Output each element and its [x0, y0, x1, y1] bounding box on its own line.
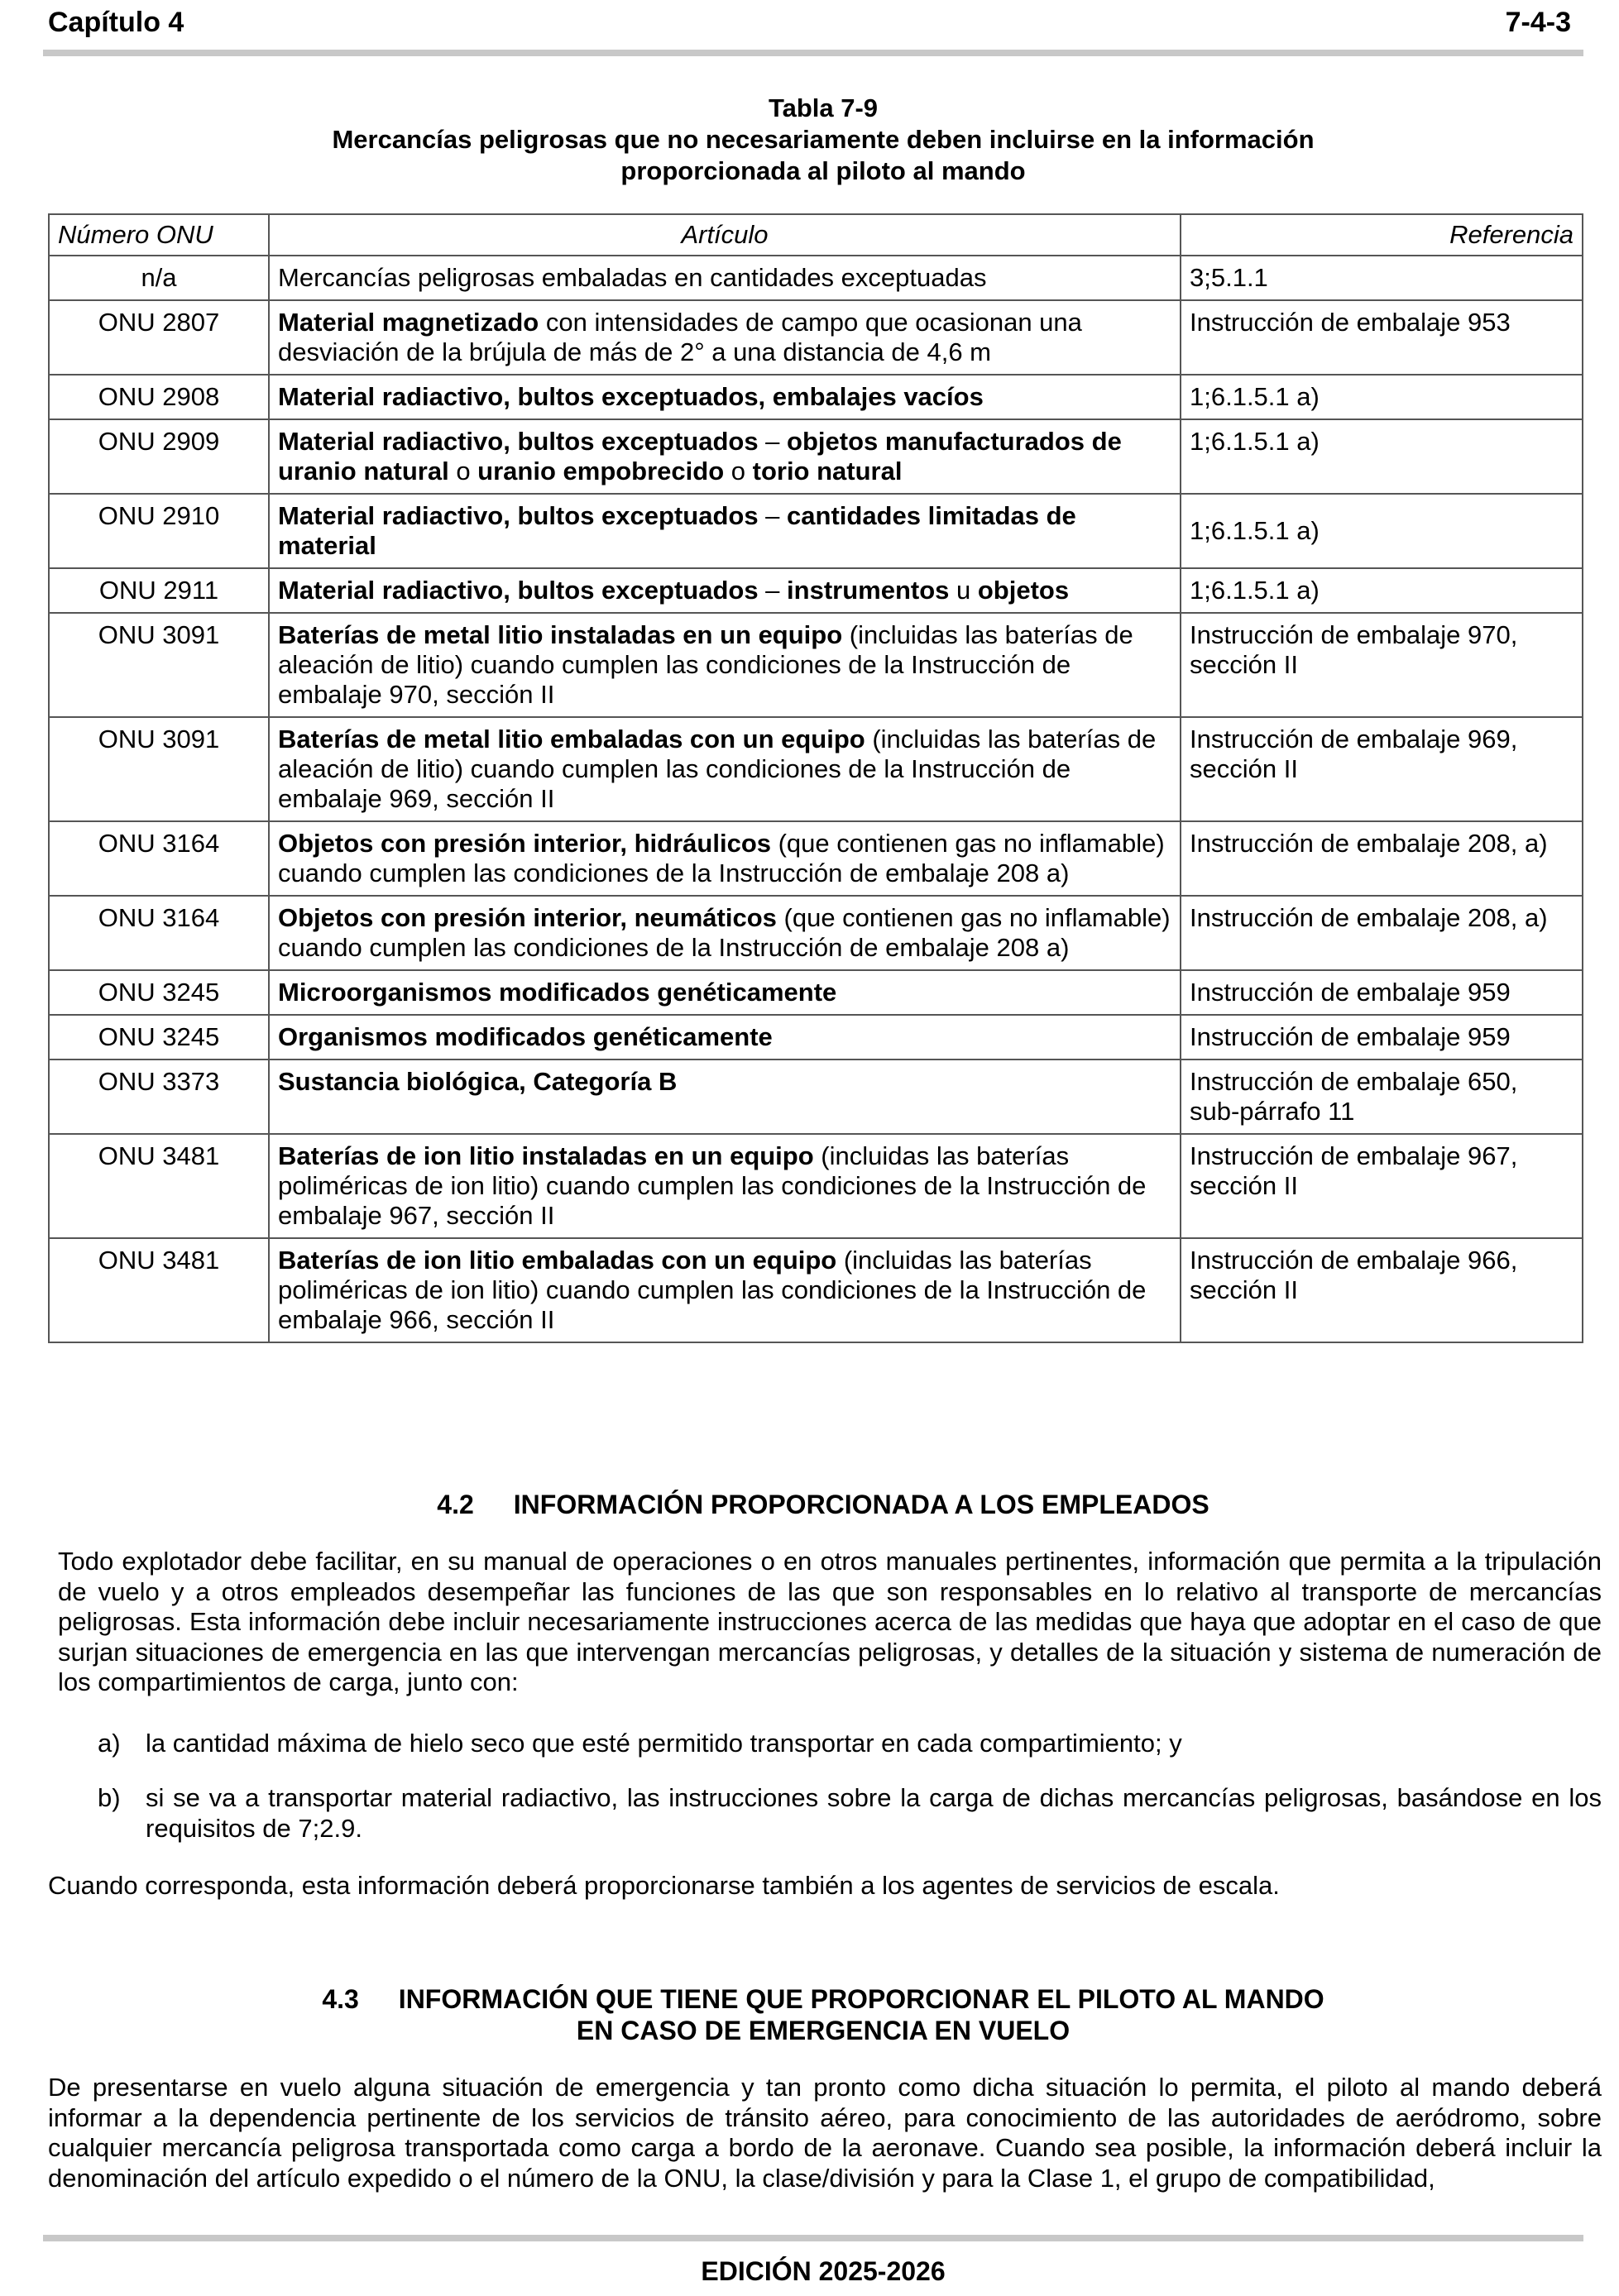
table-row: [49, 896, 1583, 970]
article-cell: Baterías de ion litio embaladas con un equipo (incluidas las baterías poliméricas de ion litio) cuando cumplen las condiciones de la Instrucción de embalaje 966, sección II: [269, 1238, 1181, 1342]
reference-cell: Instrucción de embalaje 959: [1181, 1015, 1583, 1060]
section-4-2-heading: [0, 1489, 1619, 1520]
table-row: [49, 1060, 1583, 1134]
section-title: INFORMACIÓN QUE TIENE QUE PROPORCIONAR EL PILOTO AL MANDO: [398, 1984, 1324, 2014]
un-number-cell: ONU 3164: [49, 896, 269, 970]
article-cell: Baterías de ion litio instaladas en un equipo (incluidas las baterías poliméricas de ion litio) cuando cumplen las condiciones de la Instrucción de embalaje 967, sección II: [269, 1134, 1181, 1238]
article-cell: Microorganismos modificados genéticamente: [269, 970, 1181, 1015]
section-4-2-paragraph: Todo explotador debe facilitar, en su manual de operaciones o en otros manuales pertinentes, información que permita a la tripulación de vuelo y a otros empleados desempeñar las funciones de las que son responsables en lo relativo al transporte de mercancías peligrosas. Esta información debe incluir necesariamente instrucciones acerca de las medidas que haya que adoptar en el caso de que surjan situaciones de emergencia en las que intervengan mercancías peligrosas, y detalles de la situación y sistema de numeración de los compartimientos de carga, junto con:: [58, 1547, 1602, 1696]
table-caption: [0, 93, 1619, 187]
un-number-cell: ONU 3164: [49, 821, 269, 896]
reference-cell: 1;6.1.5.1 a): [1181, 419, 1583, 494]
reference-cell: Instrucción de embalaje 966, sección II: [1181, 1238, 1583, 1342]
header-rule: [43, 50, 1583, 56]
table-header-row: [49, 214, 1583, 256]
reference-cell: 1;6.1.5.1 a): [1181, 375, 1583, 419]
un-number-cell: ONU 2909: [49, 419, 269, 494]
article-cell: Baterías de metal litio embaladas con un equipo (incluidas las baterías de aleación de litio) cuando cumplen las condiciones de la Instrucción de embalaje 969, sección II: [269, 717, 1181, 821]
section-number: 4.3: [322, 1984, 359, 2014]
article-cell: Material magnetizado con intensidades de campo que ocasionan una desviación de la brújula de más de 2° a una distancia de 4,6 m: [269, 300, 1181, 375]
reference-cell: 1;6.1.5.1 a): [1181, 568, 1583, 613]
un-number-cell: ONU 3481: [49, 1134, 269, 1238]
un-number-cell: ONU 3245: [49, 1015, 269, 1060]
article-cell: Organismos modificados genéticamente: [269, 1015, 1181, 1060]
table-row: [49, 494, 1583, 568]
table-row: [49, 375, 1583, 419]
reference-cell: Instrucción de embalaje 959: [1181, 970, 1583, 1015]
reference-cell: Instrucción de embalaje 208, a): [1181, 896, 1583, 970]
table-row: [49, 1015, 1583, 1060]
section-4-3-title-line-2: EN CASO DE EMERGENCIA EN VUELO: [576, 2016, 1071, 2045]
dangerous-goods-table: [48, 213, 1583, 1343]
table-title-line-1: Mercancías peligrosas que no necesariamente deben incluirse en la información: [332, 125, 1315, 154]
article-cell: Material radiactivo, bultos exceptuados, embalajes vacíos: [269, 375, 1181, 419]
reference-cell: Instrucción de embalaje 970, sección II: [1181, 613, 1583, 717]
table-row: [49, 256, 1583, 300]
column-header-article: Artículo: [269, 214, 1181, 256]
section-4-3-title-line-1: [0, 1983, 1619, 2015]
column-header-un-number: Número ONU: [49, 214, 269, 256]
table-row: [49, 419, 1583, 494]
table-row: [49, 568, 1583, 613]
section-4-3-paragraph: De presentarse en vuelo alguna situación de emergencia y tan pronto como dicha situación lo permita, el piloto al mando deberá informar a la dependencia pertinente de los servicios de tránsito aéreo, para conocimiento de las autoridades de aeródromo, sobre cualquier mercancía peligrosa transportada como carga a bordo de la aeronave. Cuando sea posible, la información deberá incluir la denominación del artículo expedido o el número de la ONU, la clase/división y para la Clase 1, el grupo de compatibilidad,: [48, 2073, 1602, 2193]
un-number-cell: ONU 3373: [49, 1060, 269, 1134]
edition-footer: EDICIÓN 2025-2026: [701, 2256, 946, 2286]
article-cell: Material radiactivo, bultos exceptuados – cantidades limitadas de material: [269, 494, 1181, 568]
un-number-cell: ONU 3091: [49, 717, 269, 821]
un-number-cell: ONU 2911: [49, 568, 269, 613]
list-item-text: la cantidad máxima de hielo seco que esté permitido transportar en cada compartimiento; y: [146, 1729, 1182, 1758]
reference-cell: 3;5.1.1: [1181, 256, 1583, 300]
reference-cell: Instrucción de embalaje 953: [1181, 300, 1583, 375]
un-number-cell: ONU 2910: [49, 494, 269, 568]
article-cell: Baterías de metal litio instaladas en un equipo (incluidas las baterías de aleación de litio) cuando cumplen las condiciones de la Instrucción de embalaje 970, sección II: [269, 613, 1181, 717]
list-item-label: a): [98, 1729, 121, 1758]
list-item-label: b): [98, 1783, 121, 1812]
chapter-header: Capítulo 4: [48, 7, 184, 38]
un-number-cell: n/a: [49, 256, 269, 300]
section-4-2-closing: Cuando corresponda, esta información deberá proporcionarse también a los agentes de servicios de escala.: [48, 1871, 1280, 1900]
reference-cell: 1;6.1.5.1 a): [1181, 494, 1583, 568]
table-row: [49, 613, 1583, 717]
section-4-3-heading: [0, 1983, 1619, 2046]
table-row: [49, 300, 1583, 375]
un-number-cell: ONU 3245: [49, 970, 269, 1015]
article-cell: Sustancia biológica, Categoría B: [269, 1060, 1181, 1134]
un-number-cell: ONU 2908: [49, 375, 269, 419]
article-cell: Mercancías peligrosas embaladas en cantidades exceptuadas: [269, 256, 1181, 300]
reference-cell: Instrucción de embalaje 967, sección II: [1181, 1134, 1583, 1238]
article-cell: Material radiactivo, bultos exceptuados – objetos manufacturados de uranio natural o uranio empobrecido o torio natural: [269, 419, 1181, 494]
table-row: [49, 1134, 1583, 1238]
reference-cell: Instrucción de embalaje 969, sección II: [1181, 717, 1583, 821]
table-title-line-2: proporcionada al piloto al mando: [620, 156, 1026, 185]
footer-rule: [43, 2235, 1583, 2241]
section-number: 4.2: [437, 1490, 474, 1519]
list-item-text: si se va a transportar material radiactivo, las instrucciones sobre la carga de dichas mercancías peligrosas, basándose en los requisitos de 7;2.9.: [146, 1783, 1602, 1843]
article-cell: Material radiactivo, bultos exceptuados – instrumentos u objetos: [269, 568, 1181, 613]
table-number: Tabla 7-9: [768, 93, 879, 122]
table-row: [49, 821, 1583, 896]
un-number-cell: ONU 3091: [49, 613, 269, 717]
un-number-cell: ONU 2807: [49, 300, 269, 375]
list-item: [98, 1783, 1602, 1844]
table-row: [49, 1238, 1583, 1342]
column-header-reference: Referencia: [1181, 214, 1583, 256]
article-cell: Objetos con presión interior, hidráulicos (que contienen gas no inflamable) cuando cumplen las condiciones de la Instrucción de embalaje 208 a): [269, 821, 1181, 896]
reference-cell: Instrucción de embalaje 208, a): [1181, 821, 1583, 896]
un-number-cell: ONU 3481: [49, 1238, 269, 1342]
table-row: [49, 717, 1583, 821]
list-item: [98, 1729, 1602, 1759]
section-title: INFORMACIÓN PROPORCIONADA A LOS EMPLEADOS: [513, 1490, 1209, 1519]
reference-cell: Instrucción de embalaje 650, sub-párrafo 11: [1181, 1060, 1583, 1134]
article-cell: Objetos con presión interior, neumáticos (que contienen gas no inflamable) cuando cumplen las condiciones de la Instrucción de embalaje 208 a): [269, 896, 1181, 970]
table-row: [49, 970, 1583, 1015]
page-reference: 7-4-3: [1505, 7, 1571, 38]
